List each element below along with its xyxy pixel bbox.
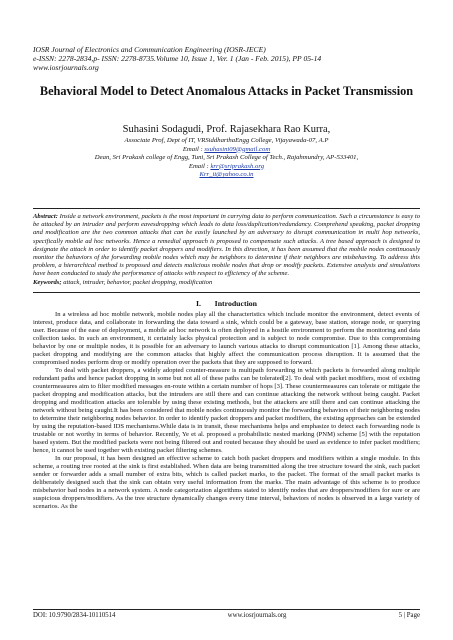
email-line-2 [33,163,420,172]
affiliation-1: Associate Prof, Dept of IT, VRSiddharthaEngg College, Vijayawada-07, A.P [124,137,329,144]
section-title: Introduction [214,299,257,308]
keywords-label: Keywords; [33,278,62,286]
email-link-2[interactable]: krr@sriprakash.org [210,162,265,170]
abstract-block [33,213,420,287]
journal-name: IOSR Journal of Electronics and Communication Engineering (IOSR-JECE) [33,45,266,54]
journal-issn-volume: e-ISSN: 2278-2834,p- ISSN: 2278-8735.Volume 10, Issue 1, Ver. 1 (Jan - Feb. 2015), PP 05-14 [33,54,322,64]
author-names: Suhasini Sodagudi, Prof. Rajasekhara Rao Kurra, [122,124,331,135]
introduction-body [33,311,420,511]
journal-website: www.iosrjournals.org [33,63,99,73]
paragraph-3: In our proposal, it has been designed an effective scheme to catch both packet droppers and modifiers within a single module. In this scheme, a routing tree rooted at the sink is first established. When data are being transmitted along the tree structure toward the sink, each packet sender or forwarder adds a small number of extra bits, which is called packet marks, to the packet. The format of the small packet marks is deliberately designed such that the sink can obtain very useful information from the marks. The main advantage of this scheme is to produce misbehavior bad nodes in a network system. A node categorization algorithms stated to identify nodes that are droppers/modifiers for sure or are suspicious droppers/modifiers. As the tree structure dynamically changes every time interval, behaviors of nodes is observed in a large variety of scenarios. As the [33,455,420,510]
footer-doi: DOI: 10.9790/2834-10110514 [33,612,116,619]
email-link-1[interactable]: ssuhasini09@gmail.com [204,145,271,153]
abstract-top-rule [33,208,420,209]
email-link-3[interactable]: Krr_it@yahoo.co.in [199,171,254,178]
email-label-2: Email : [188,162,209,170]
footer-rule [33,609,420,610]
abstract-bottom-rule [33,292,420,293]
footer-website[interactable]: www.iosrjournals.org [227,612,287,619]
paragraph-1: In a wireless ad hoc mobile network, mobile nodes play all the characteristics which include monitor the environment, detect events of interest, produce data, and collaborate in forwarding the data toward a sink, which could be a gateway, base station, storage node, or querying user. Because of the ease of deployment, a mobile ad hoc network is often deployed in a hostile environment to perform the monitoring and data collection tasks. In such an environment, it certainly lacks physical protection and is subject to node compromise. Due to this compromising behavior by one or multiple nodes, it is possible for an adversary to launch various attacks to disrupt communication [1]. Among these attacks, packet dropping and modifying are the common attacks that highly affect the communication process disruption. It is assumed that the compromised nodes perform drop or modify operation over the packets that they are supposed to forward. [33,311,420,366]
email-line-3 [33,171,420,180]
abstract-text: Inside a network environment, packets is the most important in carrying data to perform communication. Such a circumstance is easy to be attacked by an intruder and perform eavesdropping which leads to data loss/duplication/redundancy. Comprehend speaking, packet dropping and modification are the two common attacks that can be easily launched by an adversary to disrupt communication in multi hop networks, specifically mobile ad hoc networks. Hence a remedial approach is proposed to compensate such attacks. A tree based approach is designed to designate the attack in order to identify packet droppers and modifiers. In this direction, it has been assumed that the mobile nodes continuously monitor the behaviors of the forwarding mobile nodes which may be neighbors to determine if their neighbors are misbehaving. To address this problem, a hierarchical method is proposed and detects malicious mobile nodes that drop or modify packets. Extensive analysis and simulations have been conducted to study the performance of attacks with respect to efficiency of the scheme. [33,213,420,278]
paper-title: Behavioral Model to Detect Anomalous Attacks in Packet Transmission [39,84,414,98]
section-number: I. [196,299,201,308]
email-line-1 [33,146,420,155]
affiliation-2: Dean, Sri Prakash college of Engg, Tuni, Sri Prakash College of Tech., Rajahmundry, AP-533401, [94,154,359,161]
journal-header [33,45,423,73]
paragraph-2: To deal with packet droppers, a widely adopted counter-measure is multipath forwarding in which packets is forwarded along multiple redundant paths and hence packet dropping in some but not all of these paths can be tolerated[2]. To deal with packet modifiers, most of existing countermeasures aim to filter modified messages en-route within a certain number of hops [3]. These countermeasures can tolerate or mitigate the packet dropping and modification attacks, but the intruders are still there and can continue attacking the network without being caught. Packet dropping and modification attacks are tolerable by using these existing methods, but the attackers are still there and can continue attacking the network without being caught.It has been considered that mobile nodes continuously monitor the forwarding behaviors of their neighboring nodes to determine their neighboring nodes behavior. In order to identify packet droppers and packet modifiers, the existing approaches can be extended by using the reputation-based IDS mechanisms.While data is in transit, these mechanisms helps and emphasize to detect each forwarding node is trustable or not worthy in terms of behavior. Recently, Ye et al. proposed a probabilistic nested marking (PNM) scheme [5] with the reputation based system. But the modified packets were not being filtered out and routed because they should be used as evidence to infer packet modifiers; hence, it cannot be used together with existing packet filtering schemes. [33,367,420,454]
keywords-text: attack, intruder, behavior, packet dropping, modification [63,278,213,286]
section-heading [33,299,420,308]
footer-page-number: 5 | Page [398,612,420,619]
abstract-label: Abstract: [33,213,58,220]
author-affiliations [33,137,420,180]
page-footer [33,612,420,619]
email-label-1: Email : [182,145,203,153]
